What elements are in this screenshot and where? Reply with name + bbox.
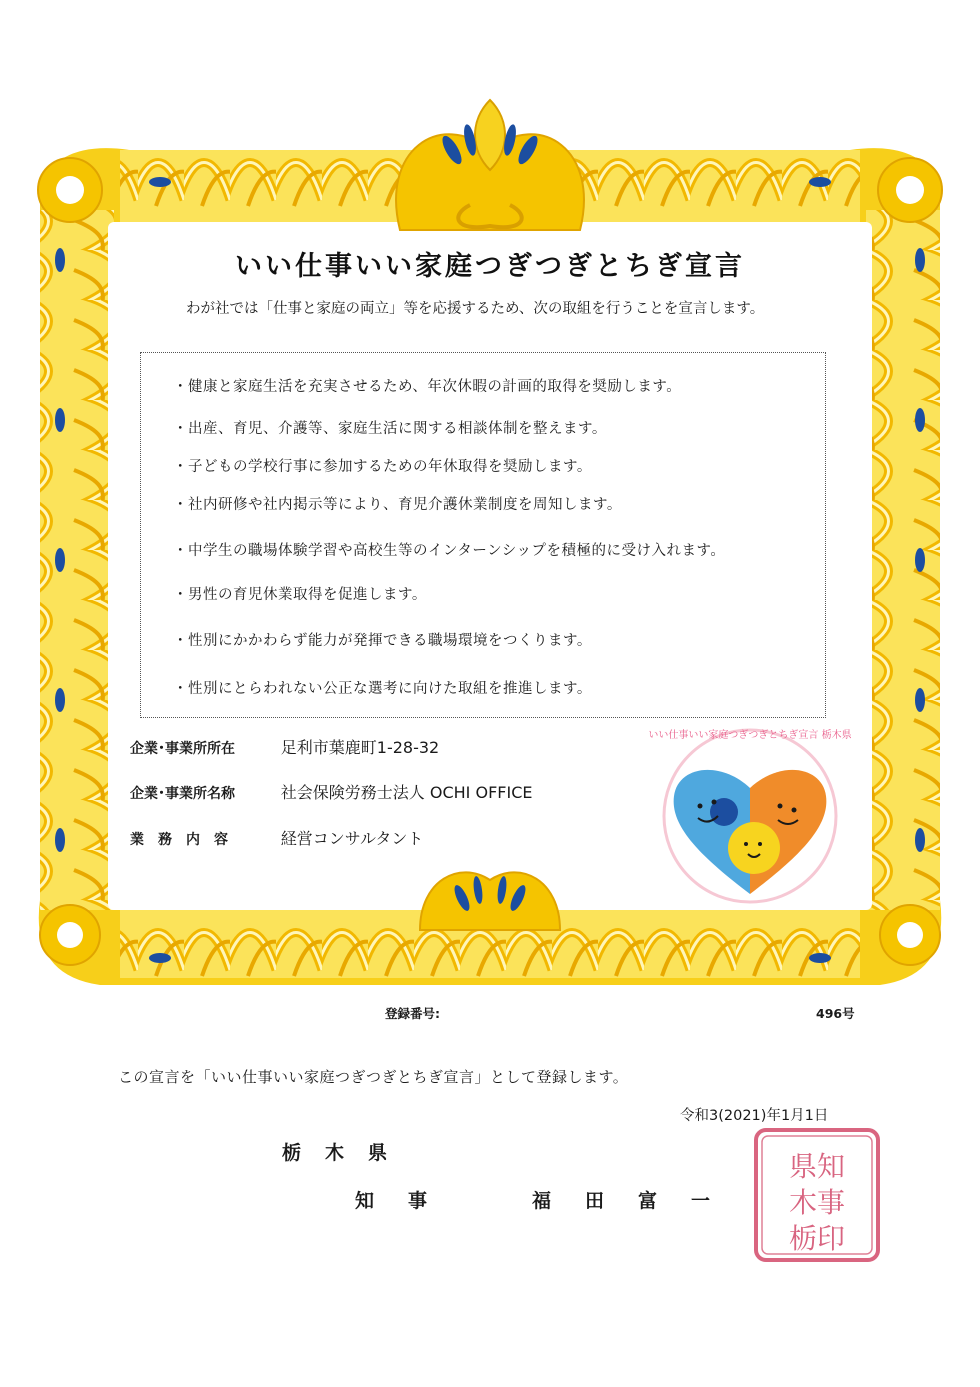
address-label: 企業･事業所所在 (130, 741, 235, 757)
address-value: 足利市葉鹿町1-28-32 (280, 738, 440, 757)
issue-date: 令和3(2021)年1月1日 (680, 1108, 829, 1124)
registration-number-label: 登録番号: (385, 1006, 440, 1021)
commitment-item: ・健康と家庭生活を充実させるため、年次休暇の計画的取得を奨励します。 (173, 379, 682, 395)
commitment-item: ・性別にかかわらず能力が発揮できる職場環境をつくります。 (173, 633, 592, 649)
certificate-title: いい仕事いい家庭つぎつぎとちぎ宣言 (235, 251, 745, 282)
governor-name: 福田富一 (532, 1190, 745, 1212)
commitment-item: ・出産、育児、介護等、家庭生活に関する相談体制を整えます。 (173, 421, 607, 437)
company-name-row (130, 780, 532, 803)
business-value: 経営コンサルタント (280, 829, 424, 848)
commitment-item: ・子どもの学校行事に参加するための年休取得を奨励します。 (173, 459, 592, 475)
commitments-box (140, 352, 826, 718)
business-row (130, 826, 423, 849)
prefecture-name: 栃木県 (282, 1142, 412, 1164)
registration-statement: この宣言を「いい仕事いい家庭つぎつぎとちぎ宣言」として登録します。 (118, 1068, 629, 1086)
heart-family-icon (648, 716, 852, 916)
declaration-intro: わが社では「仕事と家庭の両立」等を応援するため、次の取組を行うことを宣言します。 (186, 301, 765, 317)
svg-text:木事: 木事 (788, 1186, 846, 1219)
commitment-item: ・中学生の職場体験学習や高校生等のインターンシップを積極的に受け入れます。 (173, 543, 726, 559)
logo-text: いい仕事いい家庭つぎつぎとちぎ宣言 栃木県 (648, 730, 852, 741)
official-seal-stamp (752, 1126, 882, 1264)
governor-title: 知事 (355, 1190, 462, 1212)
svg-text:栃印: 栃印 (788, 1222, 846, 1255)
commitment-item: ・社内研修や社内掲示等により、育児介護休業制度を周知します。 (173, 497, 622, 513)
company-address-row (130, 735, 439, 758)
svg-text:県知: 県知 (788, 1150, 846, 1183)
name-value: 社会保険労務士法人 OCHI OFFICE (280, 783, 533, 802)
commitment-item: ・性別にとらわれない公正な選考に向けた取組を推進します。 (173, 681, 592, 697)
registration-number: 496号 (816, 1006, 855, 1021)
business-label: 業 務 内 容 (130, 832, 228, 848)
commitment-item: ・男性の育児休業取得を促進します。 (173, 587, 427, 603)
name-label: 企業･事業所名称 (130, 786, 235, 802)
